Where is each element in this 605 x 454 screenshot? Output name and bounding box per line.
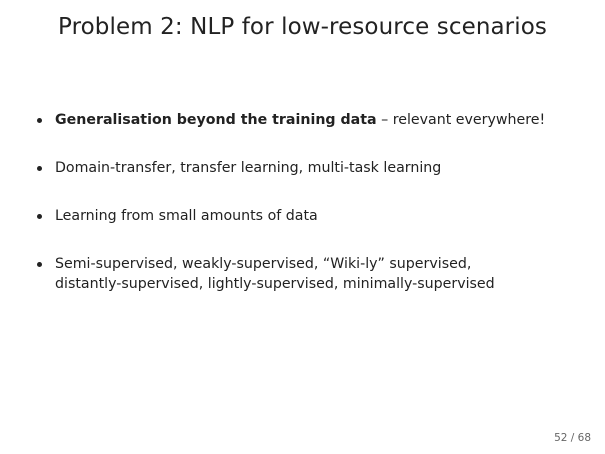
bullet-bold-text: Generalisation beyond the training data (55, 112, 377, 128)
bullet-text: Learning from small amounts of data (55, 208, 318, 224)
bullet-text-line1: Semi-supervised, weakly-supervised, “Wiki-ly” supervised, (55, 256, 472, 272)
page-number: 52 / 68 (554, 432, 591, 444)
bullet-item-small-data (34, 206, 594, 226)
bullet-icon (37, 166, 42, 171)
bullet-item-domain-transfer (34, 158, 594, 178)
slide-title: Problem 2: NLP for low-resource scenarios (58, 14, 547, 40)
bullet-text: Domain-transfer, transfer learning, multi-task learning (55, 160, 442, 176)
bullet-icon (37, 262, 42, 267)
bullet-item-generalisation (34, 110, 594, 130)
bullet-icon (37, 118, 42, 123)
bullet-item-supervision-types (34, 254, 594, 294)
bullet-text: – relevant everywhere! (376, 112, 546, 128)
bullet-text-line2: distantly-supervised, lightly-supervised, minimally-supervised (55, 276, 495, 292)
bullet-list (34, 110, 594, 322)
bullet-icon (37, 214, 42, 219)
